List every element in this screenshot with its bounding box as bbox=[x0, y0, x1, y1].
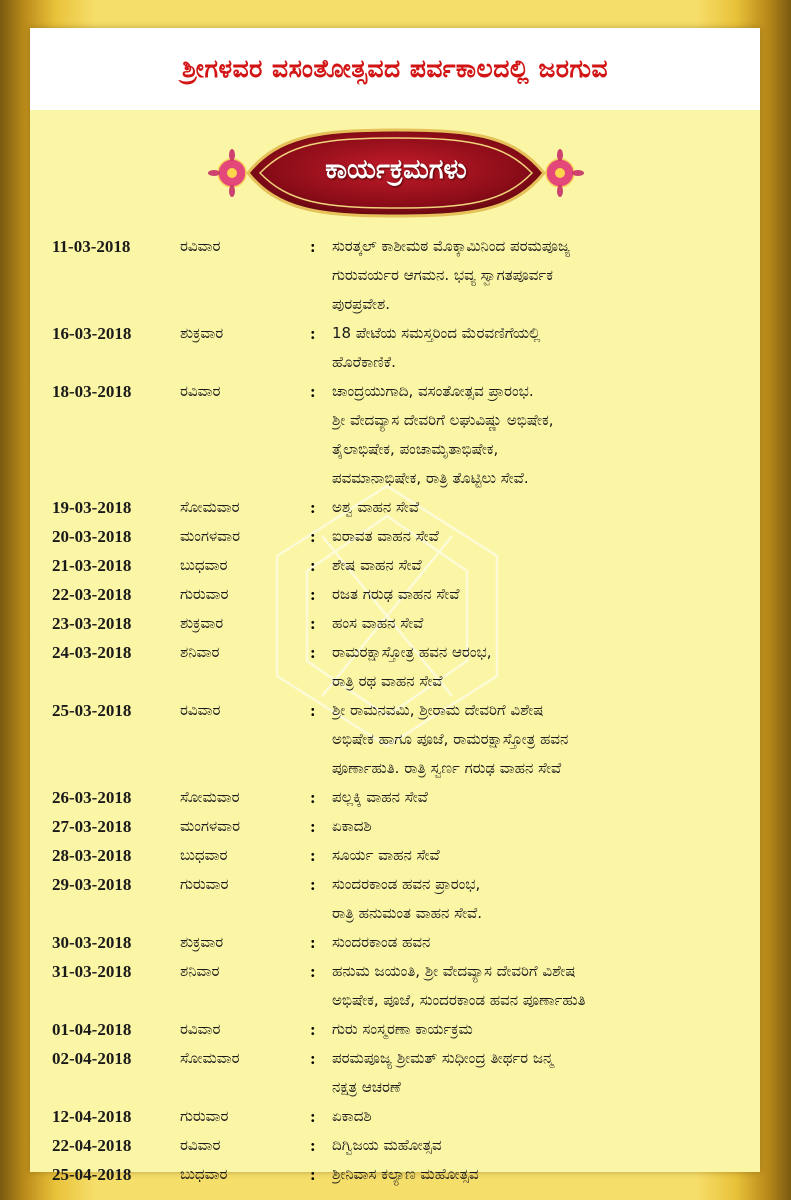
separator-colon: : bbox=[310, 788, 316, 807]
separator-colon: : bbox=[310, 498, 316, 517]
schedule-row bbox=[52, 841, 752, 870]
separator-colon: : bbox=[310, 933, 316, 952]
description-line: ಸೂರ್ಯ ವಾಹನ ಸೇವೆ bbox=[332, 846, 440, 864]
separator-colon: : bbox=[310, 701, 316, 720]
schedule-row bbox=[52, 783, 752, 812]
separator-colon: : bbox=[310, 1107, 316, 1126]
schedule-row bbox=[52, 580, 752, 609]
schedule-weekday: ಸೋಮವಾರ bbox=[180, 1049, 240, 1067]
description-line: ಶೇಷ ವಾಹನ ಸೇವೆ bbox=[332, 556, 422, 574]
schedule-weekday: ಮಂಗಳವಾರ bbox=[180, 817, 241, 835]
description-line: ಏಕಾದಶಿ bbox=[332, 817, 372, 835]
schedule-row bbox=[52, 957, 752, 1015]
separator-colon: : bbox=[310, 382, 316, 401]
schedule-weekday: ಬುಧವಾರ bbox=[180, 1165, 228, 1183]
separator-colon: : bbox=[310, 527, 316, 546]
schedule-row bbox=[52, 638, 752, 696]
description-line: ದಿಗ್ವಿಜಯ ಮಹೋತ್ಸವ bbox=[332, 1136, 442, 1154]
schedule-date: 27-03-2018 bbox=[52, 817, 132, 836]
schedule-row bbox=[52, 522, 752, 551]
schedule-row bbox=[52, 232, 752, 319]
schedule-date: 24-03-2018 bbox=[52, 643, 132, 662]
description-line: ಐರಾವತ ವಾಹನ ಸೇವೆ bbox=[332, 527, 439, 545]
description-line: ಗುರು ಸಂಸ್ಮರಣಾ ಕಾರ್ಯಕ್ರಮ bbox=[332, 1020, 473, 1038]
description-line: ಸುರತ್ಕಲ್ ಕಾಶೀಮಠ ಮೊಕ್ಕಾಮಿನಿಂದ ಪರಮಪೂಜ್ಯ bbox=[332, 237, 571, 255]
description-line: ಹೊರೆಕಾಣಿಕೆ. bbox=[332, 353, 396, 371]
schedule-description bbox=[332, 870, 762, 928]
schedule-date: 31-03-2018 bbox=[52, 962, 132, 981]
banner-title: ಕಾರ್ಯಕ್ರಮಗಳು bbox=[325, 154, 467, 185]
separator-colon: : bbox=[310, 846, 316, 865]
separator-colon: : bbox=[310, 1136, 316, 1155]
description-line: ಪುರಪ್ರವೇಶ. bbox=[332, 295, 390, 313]
separator-colon: : bbox=[310, 585, 316, 604]
schedule-weekday: ಗುರುವಾರ bbox=[180, 875, 229, 893]
schedule-date: 02-04-2018 bbox=[52, 1049, 132, 1068]
description-line: ಅಭಿಷೇಕ, ಪೂಜೆ, ಸುಂದರಕಾಂಡ ಹವನ ಪೂರ್ಣಾಹುತಿ bbox=[332, 991, 586, 1009]
schedule-row bbox=[52, 928, 752, 957]
schedule-row bbox=[52, 319, 752, 377]
schedule-row bbox=[52, 551, 752, 580]
schedule-date: 22-04-2018 bbox=[52, 1136, 132, 1155]
schedule-date: 23-03-2018 bbox=[52, 614, 132, 633]
description-line: ಅಶ್ವ ವಾಹನ ಸೇವೆ bbox=[332, 498, 420, 516]
schedule-description bbox=[332, 638, 762, 696]
separator-colon: : bbox=[310, 556, 316, 575]
schedule-description bbox=[332, 377, 762, 493]
schedule-description bbox=[332, 493, 762, 522]
schedule-date: 28-03-2018 bbox=[52, 846, 132, 865]
schedule-date: 19-03-2018 bbox=[52, 498, 132, 517]
schedule-weekday: ಶುಕ್ರವಾರ bbox=[180, 933, 224, 951]
description-line: ರಾತ್ರಿ ರಥ ವಾಹನ ಸೇವೆ bbox=[332, 672, 443, 690]
schedule-description bbox=[332, 1044, 762, 1102]
description-line: ಶ್ರೀ ರಾಮನವಮಿ, ಶ್ರೀರಾಮ ದೇವರಿಗೆ ವಿಶೇಷ bbox=[332, 701, 544, 719]
separator-colon: : bbox=[310, 324, 316, 343]
schedule-date: 26-03-2018 bbox=[52, 788, 132, 807]
schedule-weekday: ಗುರುವಾರ bbox=[180, 585, 229, 603]
schedule-description bbox=[332, 1102, 762, 1131]
schedule-weekday: ರವಿವಾರ bbox=[180, 1020, 221, 1038]
schedule-description bbox=[332, 609, 762, 638]
schedule-date: 20-03-2018 bbox=[52, 527, 132, 546]
description-line: ರಾತ್ರಿ ಹನುಮಂತ ವಾಹನ ಸೇವೆ. bbox=[332, 904, 483, 922]
schedule-description bbox=[332, 783, 762, 812]
schedule-row bbox=[52, 377, 752, 493]
description-line: ಚಾಂದ್ರಯುಗಾದಿ, ವಸಂತೋತ್ಸವ ಪ್ರಾರಂಭ. bbox=[332, 382, 534, 400]
schedule-description bbox=[332, 841, 762, 870]
schedule-weekday: ರವಿವಾರ bbox=[180, 382, 221, 400]
schedule-date: 11-03-2018 bbox=[52, 237, 131, 256]
schedule-row bbox=[52, 696, 752, 783]
description-line: ಅಭಿಷೇಕ ಹಾಗೂ ಪೂಜೆ, ರಾಮರಕ್ಷಾಸ್ತೋತ್ರ ಹವನ bbox=[332, 730, 569, 748]
schedule-weekday: ರವಿವಾರ bbox=[180, 237, 221, 255]
schedule-weekday: ಶುಕ್ರವಾರ bbox=[180, 324, 224, 342]
schedule-weekday: ಸೋಮವಾರ bbox=[180, 498, 240, 516]
description-line: ರಾಮರಕ್ಷಾಸ್ತೋತ್ರ ಹವನ ಆರಂಭ, bbox=[332, 643, 492, 661]
schedule-weekday: ರವಿವಾರ bbox=[180, 701, 221, 719]
description-line: ತೈಲಾಭಿಷೇಕ, ಪಂಚಾಮೃತಾಭಿಷೇಕ, bbox=[332, 440, 499, 458]
schedule-description bbox=[332, 522, 762, 551]
schedule-date: 12-04-2018 bbox=[52, 1107, 132, 1126]
poster-panel bbox=[30, 28, 760, 1184]
schedule-row bbox=[52, 1044, 752, 1102]
description-line: ನಕ್ಷತ್ರ ಆಚರಣೆ bbox=[332, 1078, 401, 1096]
schedule-row bbox=[52, 609, 752, 638]
schedule-description bbox=[332, 1160, 762, 1189]
separator-colon: : bbox=[310, 1165, 316, 1184]
description-line: ಹಂಸ ವಾಹನ ಸೇವೆ bbox=[332, 614, 424, 632]
separator-colon: : bbox=[310, 237, 316, 256]
description-line: ರಜತ ಗರುಢ ವಾಹನ ಸೇವೆ bbox=[332, 585, 460, 603]
schedule-description bbox=[332, 551, 762, 580]
schedule-description bbox=[332, 696, 762, 783]
schedule-weekday: ಶನಿವಾರ bbox=[180, 643, 220, 661]
separator-colon: : bbox=[310, 1049, 316, 1068]
schedule-date: 25-03-2018 bbox=[52, 701, 132, 720]
schedule-weekday: ಬುಧವಾರ bbox=[180, 556, 228, 574]
schedule-date: 16-03-2018 bbox=[52, 324, 132, 343]
schedule-row bbox=[52, 870, 752, 928]
schedule-weekday: ರವಿವಾರ bbox=[180, 1136, 221, 1154]
schedule-weekday: ಮಂಗಳವಾರ bbox=[180, 527, 241, 545]
schedule-weekday: ಶನಿವಾರ bbox=[180, 962, 220, 980]
schedule-weekday: ಗುರುವಾರ bbox=[180, 1107, 229, 1125]
description-line: ಸುಂದರಕಾಂಡ ಹವನ bbox=[332, 933, 431, 951]
description-line: ಶ್ರೀನಿವಾಸ ಕಲ್ಯಾಣ ಮಹೋತ್ಸವ bbox=[332, 1165, 479, 1183]
description-line: ಪಲ್ಲಕ್ಕಿ ವಾಹನ ಸೇವೆ bbox=[332, 788, 428, 806]
schedule-date: 21-03-2018 bbox=[52, 556, 132, 575]
schedule-description bbox=[332, 232, 762, 319]
description-line: ಗುರುವರ್ಯರ ಆಗಮನ. ಭವ್ಯ ಸ್ವಾಗತಪೂರ್ವಕ bbox=[332, 266, 553, 284]
schedule-description bbox=[332, 957, 762, 1015]
schedule-weekday: ಬುಧವಾರ bbox=[180, 846, 228, 864]
schedule-date: 25-04-2018 bbox=[52, 1165, 132, 1184]
schedule-date: 18-03-2018 bbox=[52, 382, 132, 401]
schedule-description bbox=[332, 319, 762, 377]
schedule-description bbox=[332, 580, 762, 609]
schedule-weekday: ಶುಕ್ರವಾರ bbox=[180, 614, 224, 632]
separator-colon: : bbox=[310, 875, 316, 894]
description-line: ಸುಂದರಕಾಂಡ ಹವನ ಪ್ರಾರಂಭ, bbox=[332, 875, 481, 893]
schedule-row bbox=[52, 1015, 752, 1044]
schedule-row bbox=[52, 1102, 752, 1131]
schedule-date: 22-03-2018 bbox=[52, 585, 132, 604]
description-line: ಶ್ರೀ ವೇದವ್ಯಾಸ ದೇವರಿಗೆ ಲಘುವಿಷ್ಣು ಅಭಿಷೇಕ, bbox=[332, 411, 554, 429]
description-line: ಹನುಮ ಜಯಂತಿ, ಶ್ರೀ ವೇದವ್ಯಾಸ ದೇವರಿಗೆ ವಿಶೇಷ bbox=[332, 962, 576, 980]
schedule-row bbox=[52, 1131, 752, 1160]
description-line: ಪೂರ್ಣಾಹುತಿ. ರಾತ್ರಿ ಸ್ವರ್ಣ ಗರುಢ ವಾಹನ ಸೇವೆ bbox=[332, 759, 562, 777]
separator-colon: : bbox=[310, 962, 316, 981]
title-banner bbox=[208, 124, 584, 222]
description-line: ಪರಮಪೂಜ್ಯ ಶ್ರೀಮತ್ ಸುಧೀಂದ್ರ ತೀರ್ಥರ ಜನ್ಮ bbox=[332, 1049, 554, 1067]
separator-colon: : bbox=[310, 614, 316, 633]
schedule-list bbox=[52, 232, 752, 1189]
schedule-row bbox=[52, 493, 752, 522]
separator-colon: : bbox=[310, 817, 316, 836]
description-line: ಪವಮಾನಾಭಿಷೇಕ, ರಾತ್ರಿ ತೊಟ್ಟಿಲು ಸೇವೆ. bbox=[332, 469, 529, 487]
description-line: 18 ಪೇಟೆಯ ಸಮಸ್ತರಿಂದ ಮೆರವಣಿಗೆಯಲ್ಲಿ bbox=[332, 324, 541, 342]
schedule-date: 30-03-2018 bbox=[52, 933, 132, 952]
schedule-date: 29-03-2018 bbox=[52, 875, 132, 894]
schedule-date: 01-04-2018 bbox=[52, 1020, 132, 1039]
separator-colon: : bbox=[310, 643, 316, 662]
header-strip bbox=[30, 28, 760, 110]
schedule-weekday: ಸೋಮವಾರ bbox=[180, 788, 240, 806]
schedule-row bbox=[52, 812, 752, 841]
separator-colon: : bbox=[310, 1020, 316, 1039]
schedule-row bbox=[52, 1160, 752, 1189]
header-title: ಶ್ರೀಗಳವರ ವಸಂತೋತ್ಸವದ ಪರ್ವಕಾಲದಲ್ಲಿ ಜರಗುವ bbox=[181, 54, 609, 83]
schedule-description bbox=[332, 1015, 762, 1044]
description-line: ಏಕಾದಶಿ bbox=[332, 1107, 372, 1125]
schedule-description bbox=[332, 928, 762, 957]
schedule-description bbox=[332, 1131, 762, 1160]
schedule-description bbox=[332, 812, 762, 841]
